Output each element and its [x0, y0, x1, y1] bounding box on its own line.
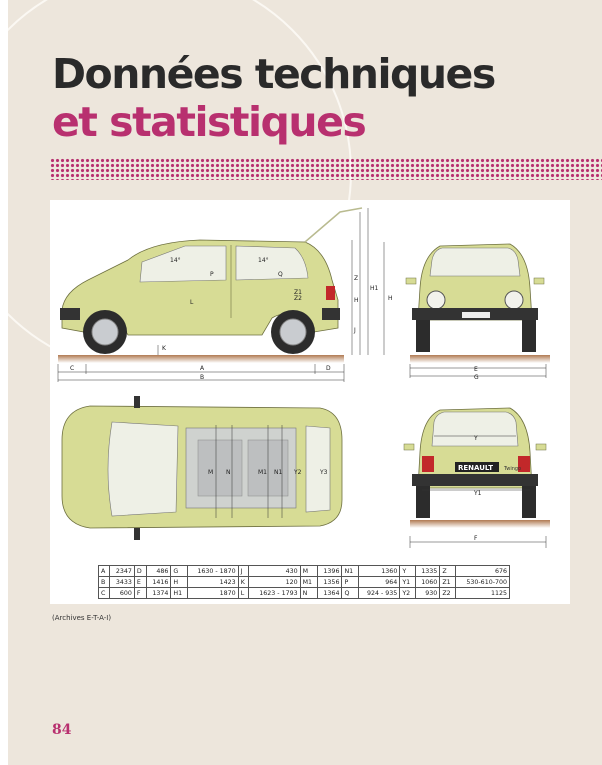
spec-value: 1356	[317, 577, 342, 588]
spec-key: N1	[342, 566, 358, 577]
dim-label-g: G	[474, 374, 479, 381]
dim-label-e: E	[474, 366, 478, 373]
spec-row	[99, 566, 510, 577]
spec-value: 1374	[146, 588, 171, 599]
spec-value: 930	[415, 588, 440, 599]
spec-key: P	[342, 577, 358, 588]
car-dimension-drawings	[50, 200, 570, 604]
dotted-divider	[50, 158, 602, 180]
spec-key: Z2	[440, 588, 456, 599]
spec-value: 964	[358, 577, 400, 588]
spec-value: 1060	[415, 577, 440, 588]
dim-label-n: N	[226, 469, 231, 476]
dim-label-m: M	[208, 469, 214, 476]
spec-key: F	[134, 588, 146, 599]
page-number: 84	[52, 722, 72, 738]
page	[8, 0, 602, 765]
spec-value: 3433	[110, 577, 135, 588]
dim-label-k: K	[162, 345, 166, 352]
spec-value: 1870	[187, 588, 238, 599]
dim-label-l: L	[190, 299, 194, 306]
side-view	[58, 208, 368, 382]
spec-key: E	[134, 577, 146, 588]
spec-key: Z1	[440, 577, 456, 588]
spec-value: 1364	[317, 588, 342, 599]
dim-label-y1: Y1	[474, 490, 482, 497]
angle-label-front: 14°	[170, 257, 181, 264]
spec-value: 1335	[415, 566, 440, 577]
dim-label-q: Q	[278, 271, 283, 278]
dim-label-m1: M1	[258, 469, 267, 476]
spec-key: N	[300, 588, 317, 599]
spec-value: 530-610-700	[456, 577, 510, 588]
rear-badge: RENAULT	[458, 464, 493, 472]
spec-value: 1360	[358, 566, 400, 577]
spec-value: 924 - 935	[358, 588, 400, 599]
angle-label-rear: 14°	[258, 257, 269, 264]
spec-key: Z	[440, 566, 456, 577]
dim-label-y3: Y3	[320, 469, 328, 476]
dim-label-a: A	[200, 365, 205, 372]
spec-value: 1396	[317, 566, 342, 577]
dim-label-b: B	[200, 374, 205, 381]
spec-value: 486	[146, 566, 171, 577]
dim-label-z: Z	[354, 275, 359, 282]
dim-label-z2: Z2	[294, 295, 302, 302]
spec-key: Y1	[400, 577, 415, 588]
technical-figure	[50, 200, 570, 604]
spec-row	[99, 577, 510, 588]
spec-value: 1416	[146, 577, 171, 588]
dim-label-h1: H1	[370, 285, 379, 292]
spec-value: 676	[456, 566, 510, 577]
spec-row	[99, 588, 510, 599]
spec-key: M	[300, 566, 317, 577]
dim-label-j: J	[354, 327, 356, 334]
top-view	[62, 396, 342, 540]
dim-label-p: P	[210, 271, 214, 278]
rear-view	[404, 408, 550, 548]
spec-key: Q	[342, 588, 358, 599]
figure-caption: (Archives E-T-A-I)	[52, 614, 112, 622]
spec-key: H	[171, 577, 187, 588]
spec-key: H1	[171, 588, 187, 599]
spec-key: A	[99, 566, 110, 577]
dim-label-z1: Z1	[294, 289, 302, 296]
spec-key: B	[99, 577, 110, 588]
front-view	[384, 242, 550, 378]
spec-key: M1	[300, 577, 317, 588]
spec-value: 1623 - 1793	[249, 588, 300, 599]
spec-value: 1125	[456, 588, 510, 599]
spec-value: 1423	[187, 577, 238, 588]
dim-label-n1: N1	[274, 469, 283, 476]
spec-key: K	[238, 577, 249, 588]
dim-label-f: F	[474, 535, 478, 542]
spec-value: 430	[249, 566, 300, 577]
spec-value: 120	[249, 577, 300, 588]
spec-value: 600	[110, 588, 135, 599]
spec-key: G	[171, 566, 187, 577]
page-title-line2: et statistiques	[52, 98, 366, 146]
spec-key: C	[99, 588, 110, 599]
dim-label-h-front: H	[388, 295, 393, 302]
dim-label-c: C	[70, 365, 75, 372]
page-title-line1: Données techniques	[52, 50, 495, 98]
spec-key: Y	[400, 566, 415, 577]
spec-key: Y2	[400, 588, 415, 599]
spec-value: 1630 - 1870	[187, 566, 238, 577]
dim-label-d: D	[326, 365, 331, 372]
spec-key: J	[238, 566, 249, 577]
dim-label-y: Y	[474, 435, 478, 442]
dim-label-h-side: H	[354, 297, 359, 304]
spec-key: D	[134, 566, 146, 577]
model-badge: Twingo	[504, 466, 522, 472]
spec-value: 2347	[110, 566, 135, 577]
dim-label-y2: Y2	[294, 469, 302, 476]
spec-key: L	[238, 588, 249, 599]
spec-table	[98, 565, 510, 599]
